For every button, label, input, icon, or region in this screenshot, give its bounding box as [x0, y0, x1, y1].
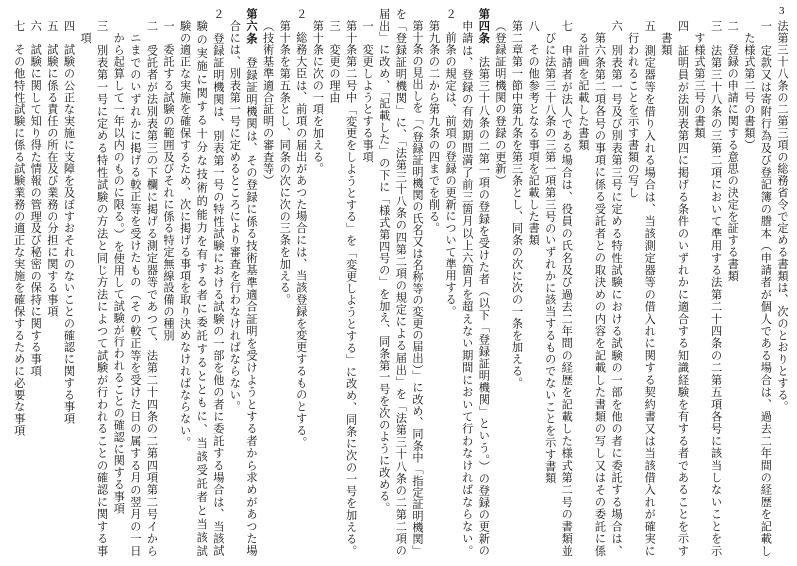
article-4-para-2: ２ 前条の規定は、前項の登録の更新について準用する。	[444, 8, 457, 318]
doc-item-4: 四 証明員が法別表第四に掲げる条件のいずれかに適合する知識経験を有する者であることを示す	[676, 19, 689, 556]
amendment-clause-3-cont: を「登録証明機関」に、「法第三十八条の四第二項の規定による届出」を「法第三十八条の二第二項の	[394, 8, 407, 556]
amendment-clause-4: 第十条第二号中「変更をしようとする」を「変更しようとする」に改め、同条に次の一号を加える。	[344, 19, 357, 556]
amendment-clause-5: 第十条に次の一項を加える。	[311, 19, 324, 175]
doc-item-7: 七 申請者が法人である場合は、役員の氏名及び過去二年間の経歴を記載した様式第二号の書類並	[560, 19, 573, 556]
article-6-item-3: 三 別表第一号に定める特性試験の方法と同じ方法によつて試験が行われることの確認に関する事	[95, 19, 108, 556]
amended-item-1: 一 変更しようとする事項	[361, 19, 374, 163]
article-6-item-2-cont-2: から起算して一年以内のものに限る。）を使用して試験が行われることの確認に関する事項	[112, 31, 125, 515]
article-4-para-1	[475, 8, 492, 556]
article-6-para-2-cont-2: 験の適正な実施を確保するため、次に掲げる事項を取り決めなければならない。	[178, 19, 191, 449]
article-6-para-2-cont: 験の実施に関する十分な技術的能力を有する者に委託するとともに、当該受託者と当該試	[195, 19, 208, 556]
doc-item-4-cont: 書類	[659, 31, 672, 56]
article-6-para-1-text: 登録証明機関は、その登録に係る技術基準適合証明を受けようとする者から求めがあつた場	[245, 44, 257, 556]
article-6-item-3-cont: 項	[79, 31, 92, 44]
doc-item-7-cont: びに法第三十八条の三第一項第三号のいずれかに該当するものでないことを示す書類	[543, 31, 556, 484]
article-6-item-1: 一 委託する試験の範囲及びそれに係る特定無線設備の種別	[162, 19, 175, 342]
amendment-clause-6: 第十条を第五条とし、同条の次に次の三条を加える。	[278, 19, 291, 306]
doc-item-5: 五 測定器等を借り入れる場合は、当該測定器等の借入れに関する契約書又は当該借入れが確実に	[643, 19, 656, 556]
added-item-3: 三 変更の理由	[327, 19, 340, 104]
article-6-item-7: 七 その他特性試験に係る試験業務の適正な実施を確保するために必要な事項	[12, 19, 25, 437]
doc-item-2: 二 登録の申請に関する意思の決定を証する書類	[726, 19, 739, 282]
article-6-item-4: 四 試験の公正な実施に支障を及ぼすおそれのないことの確認に関する事項	[62, 19, 75, 425]
doc-item-1-cont: た様式第二号の書類）	[742, 31, 755, 151]
doc-item-6-cont-2: る計画を記載した書類	[576, 31, 589, 151]
article-4-para-1-text: 法第三十八条の二第一項の登録を受けた者（以下「登録証明機関」という。）の登録の更新の	[477, 44, 490, 557]
article-6-item-5: 五 試験に係る責任の所在及び業務の分担に関する事項	[45, 19, 58, 318]
article-4-label: 第四条	[477, 8, 490, 45]
amendment-clause-1: 第二章第一節中第九条を第三条とし、同条の次に次の一条を加える。	[510, 19, 523, 389]
doc-item-6-cont: 第六条第二項各号の事項に係る受託者との取決めの内容を記載した書類の写し又はその委託に係	[593, 31, 606, 556]
intro-clause: 法第三十八条の二第三項の総務省令で定める書類は、次のとおりとする。	[776, 19, 788, 413]
article-4-heading: （登録証明機関の登録の更新）	[493, 19, 506, 187]
article-6-para-1	[242, 8, 259, 556]
added-para-2: ２ 総務大臣は、前項の届出があつた場合には、当該登録を変更するものとする。	[294, 8, 307, 449]
doc-item-6: 六 別表第一号及び別表第三号に定める特性試験における試験の一部を他の者に委託する場合は、	[610, 19, 623, 556]
amendment-clause-2: 第九条の二から第九条の四までを削る。	[427, 19, 440, 235]
document-text	[9, 8, 790, 556]
doc-item-3-cont: す様式第三号の書類	[693, 31, 706, 139]
article-6-heading: （技術基準適合証明の審査等）	[261, 19, 274, 187]
article-6-label: 第六条	[245, 8, 257, 45]
article-6-item-2: 二 受託者が法別表第三の下欄に掲げる測定器等であつて、法第二十四条の二第四項第二号イから	[145, 19, 158, 556]
amendment-clause-3: 第十条の見出しを「（登録証明機関の氏名又は名称等の変更の届出）」に改め、同条中「指定証明機関」	[410, 19, 423, 556]
article-6-item-6: 六 試験に関して知り得た情報の管理及び秘密の保持に関する事項	[29, 19, 42, 377]
article-6-para-2: ２ 登録証明機関は、別表第一号の特性試験における試験の一部を他の者に委託する場合は、当該試	[211, 8, 224, 556]
article-6-para-1-cont: 合には、別表第一号に定めるところにより審査を行わなければならない。	[228, 19, 241, 413]
article-6-item-2-cont: ニまでのいずれかに掲げる較正等を受けたもの（その較正等を受けた日の属する月の翌月の一日	[128, 31, 141, 556]
article-4-para-1-cont: 申請は、登録の有効期間満了前三箇月以上六箇月を超えない期間において行わなければならない。	[460, 19, 473, 556]
doc-item-3: 三 法第三十八条の三第二項において準用する法第二十四条の二第五項各号に該当しないことを示	[709, 19, 722, 556]
doc-item-8: 八 その他参考となる事項を記載した書類	[527, 19, 540, 246]
amendment-clause-3-cont-2: 届出」に改め、「記載した」の下に「様式第四号の」を加え、同条第一号を次のように改める。	[377, 8, 390, 515]
doc-item-1: 一 定款又は寄附行為及び登記簿の謄本（申請者が個人である場合は、過去二年間の経歴を記載し	[759, 19, 772, 556]
page-number: 3	[778, 5, 785, 17]
doc-item-5-cont: 行われることを示す書類の写し	[626, 31, 639, 199]
